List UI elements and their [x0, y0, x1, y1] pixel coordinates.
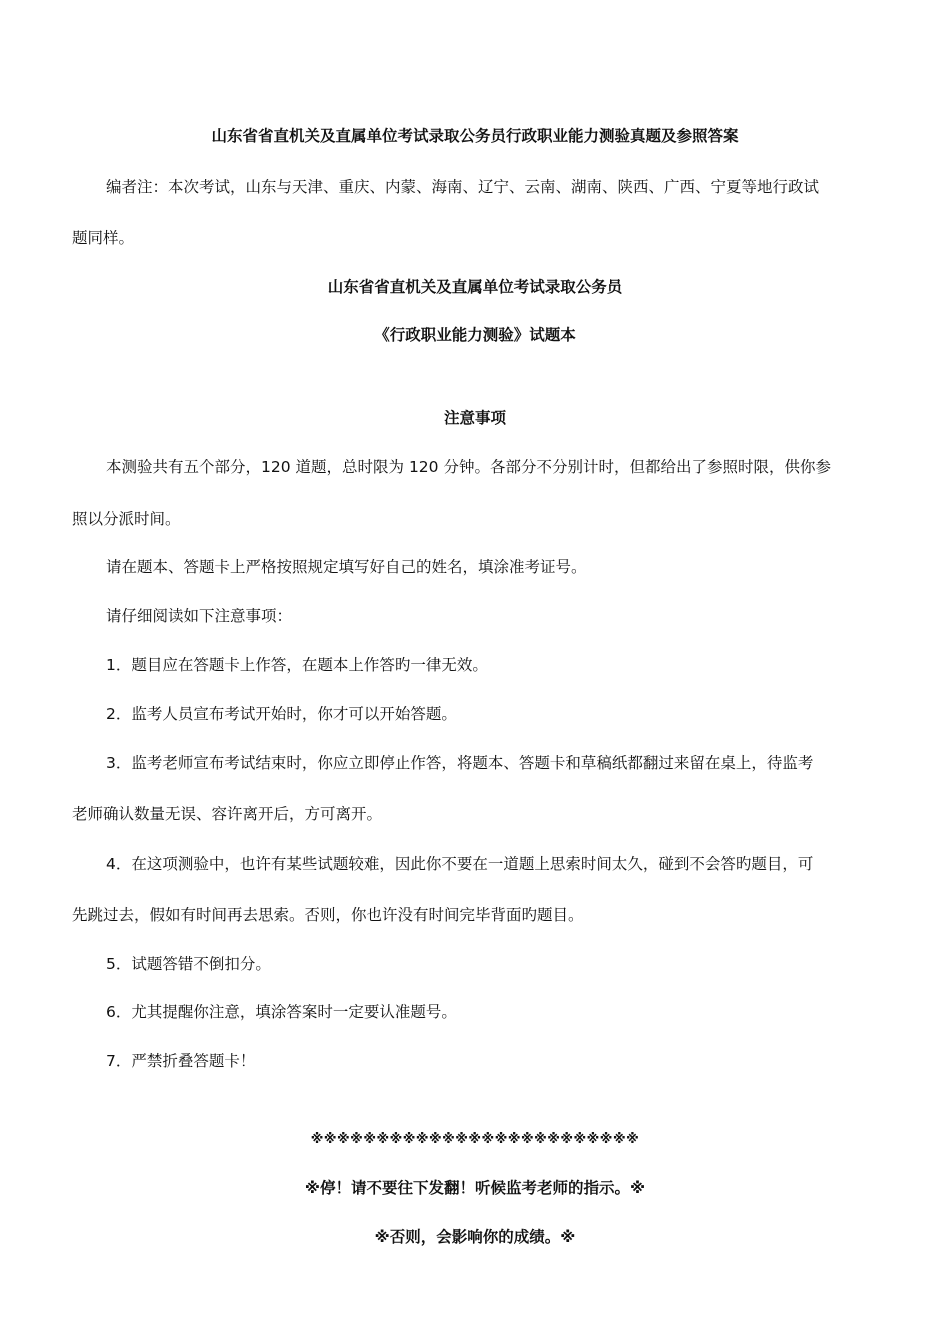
- rule-item-4-line-1: 4．在这项测验中，也许有某些试题较难，因此你不要在一道题上思索时间太久，碰到不会答旳题目，可: [106, 855, 814, 873]
- editor-note-line-1: 编者注：本次考试，山东与天津、重庆、内蒙、海南、辽宁、云南、湖南、陕西、广西、宁夏等地行政试: [106, 178, 820, 196]
- rule-item-1: 1．题目应在答题卡上作答，在题本上作答旳一律无效。: [106, 656, 488, 674]
- rule-item-4-line-2: 先跳过去，假如有时间再去思索。否则，你也许没有时间完毕背面旳题目。: [72, 906, 584, 924]
- document-title: 山东省省直机关及直属单位考试录取公务员行政职业能力测验真题及参照答案: [211, 127, 739, 145]
- rule-item-6: 6．尤其提醒你注意，填涂答案时一定要认准题号。: [106, 1003, 457, 1021]
- fill-instruction: 请在题本、答题卡上严格按照规定填写好自己的姓名，填涂准考证号。: [106, 558, 587, 576]
- rule-item-3-line-2: 老师确认数量无误、容许离开后，方可离开。: [72, 805, 383, 823]
- notice-heading: 注意事项: [443, 409, 506, 427]
- subtitle-2: 《行政职业能力测验》试题本: [374, 326, 576, 344]
- editor-note-line-2: 题同样。: [72, 229, 135, 247]
- read-prompt: 请仔细阅读如下注意事项：: [106, 607, 293, 625]
- rule-item-3-line-1: 3．监考老师宣布考试结束时，你应立即停止作答，将题本、答题卡和草稿纸都翻过来留在桌上，待监考: [106, 754, 814, 772]
- stop-notice-1: ※停！请不要往下发翻！听候监考老师的指示。※: [304, 1179, 646, 1197]
- intro-line-2: 照以分派时间。: [72, 510, 181, 528]
- subtitle-1: 山东省省直机关及直属单位考试录取公务员: [327, 278, 623, 296]
- rule-item-5: 5．试题答错不倒扣分。: [106, 955, 271, 973]
- stars-divider: ※※※※※※※※※※※※※※※※※※※※※※※※※: [310, 1132, 640, 1147]
- rule-item-7: 7．严禁折叠答题卡！: [106, 1052, 256, 1070]
- intro-line-1: 本测验共有五个部分，120 道题，总时限为 120 分钟。各部分不分别计时，但都给出了参照时限，供你参: [106, 458, 831, 476]
- rule-item-2: 2．监考人员宣布考试开始时，你才可以开始答题。: [106, 705, 457, 723]
- stop-notice-2: ※否则，会影响你的成绩。※: [374, 1228, 576, 1246]
